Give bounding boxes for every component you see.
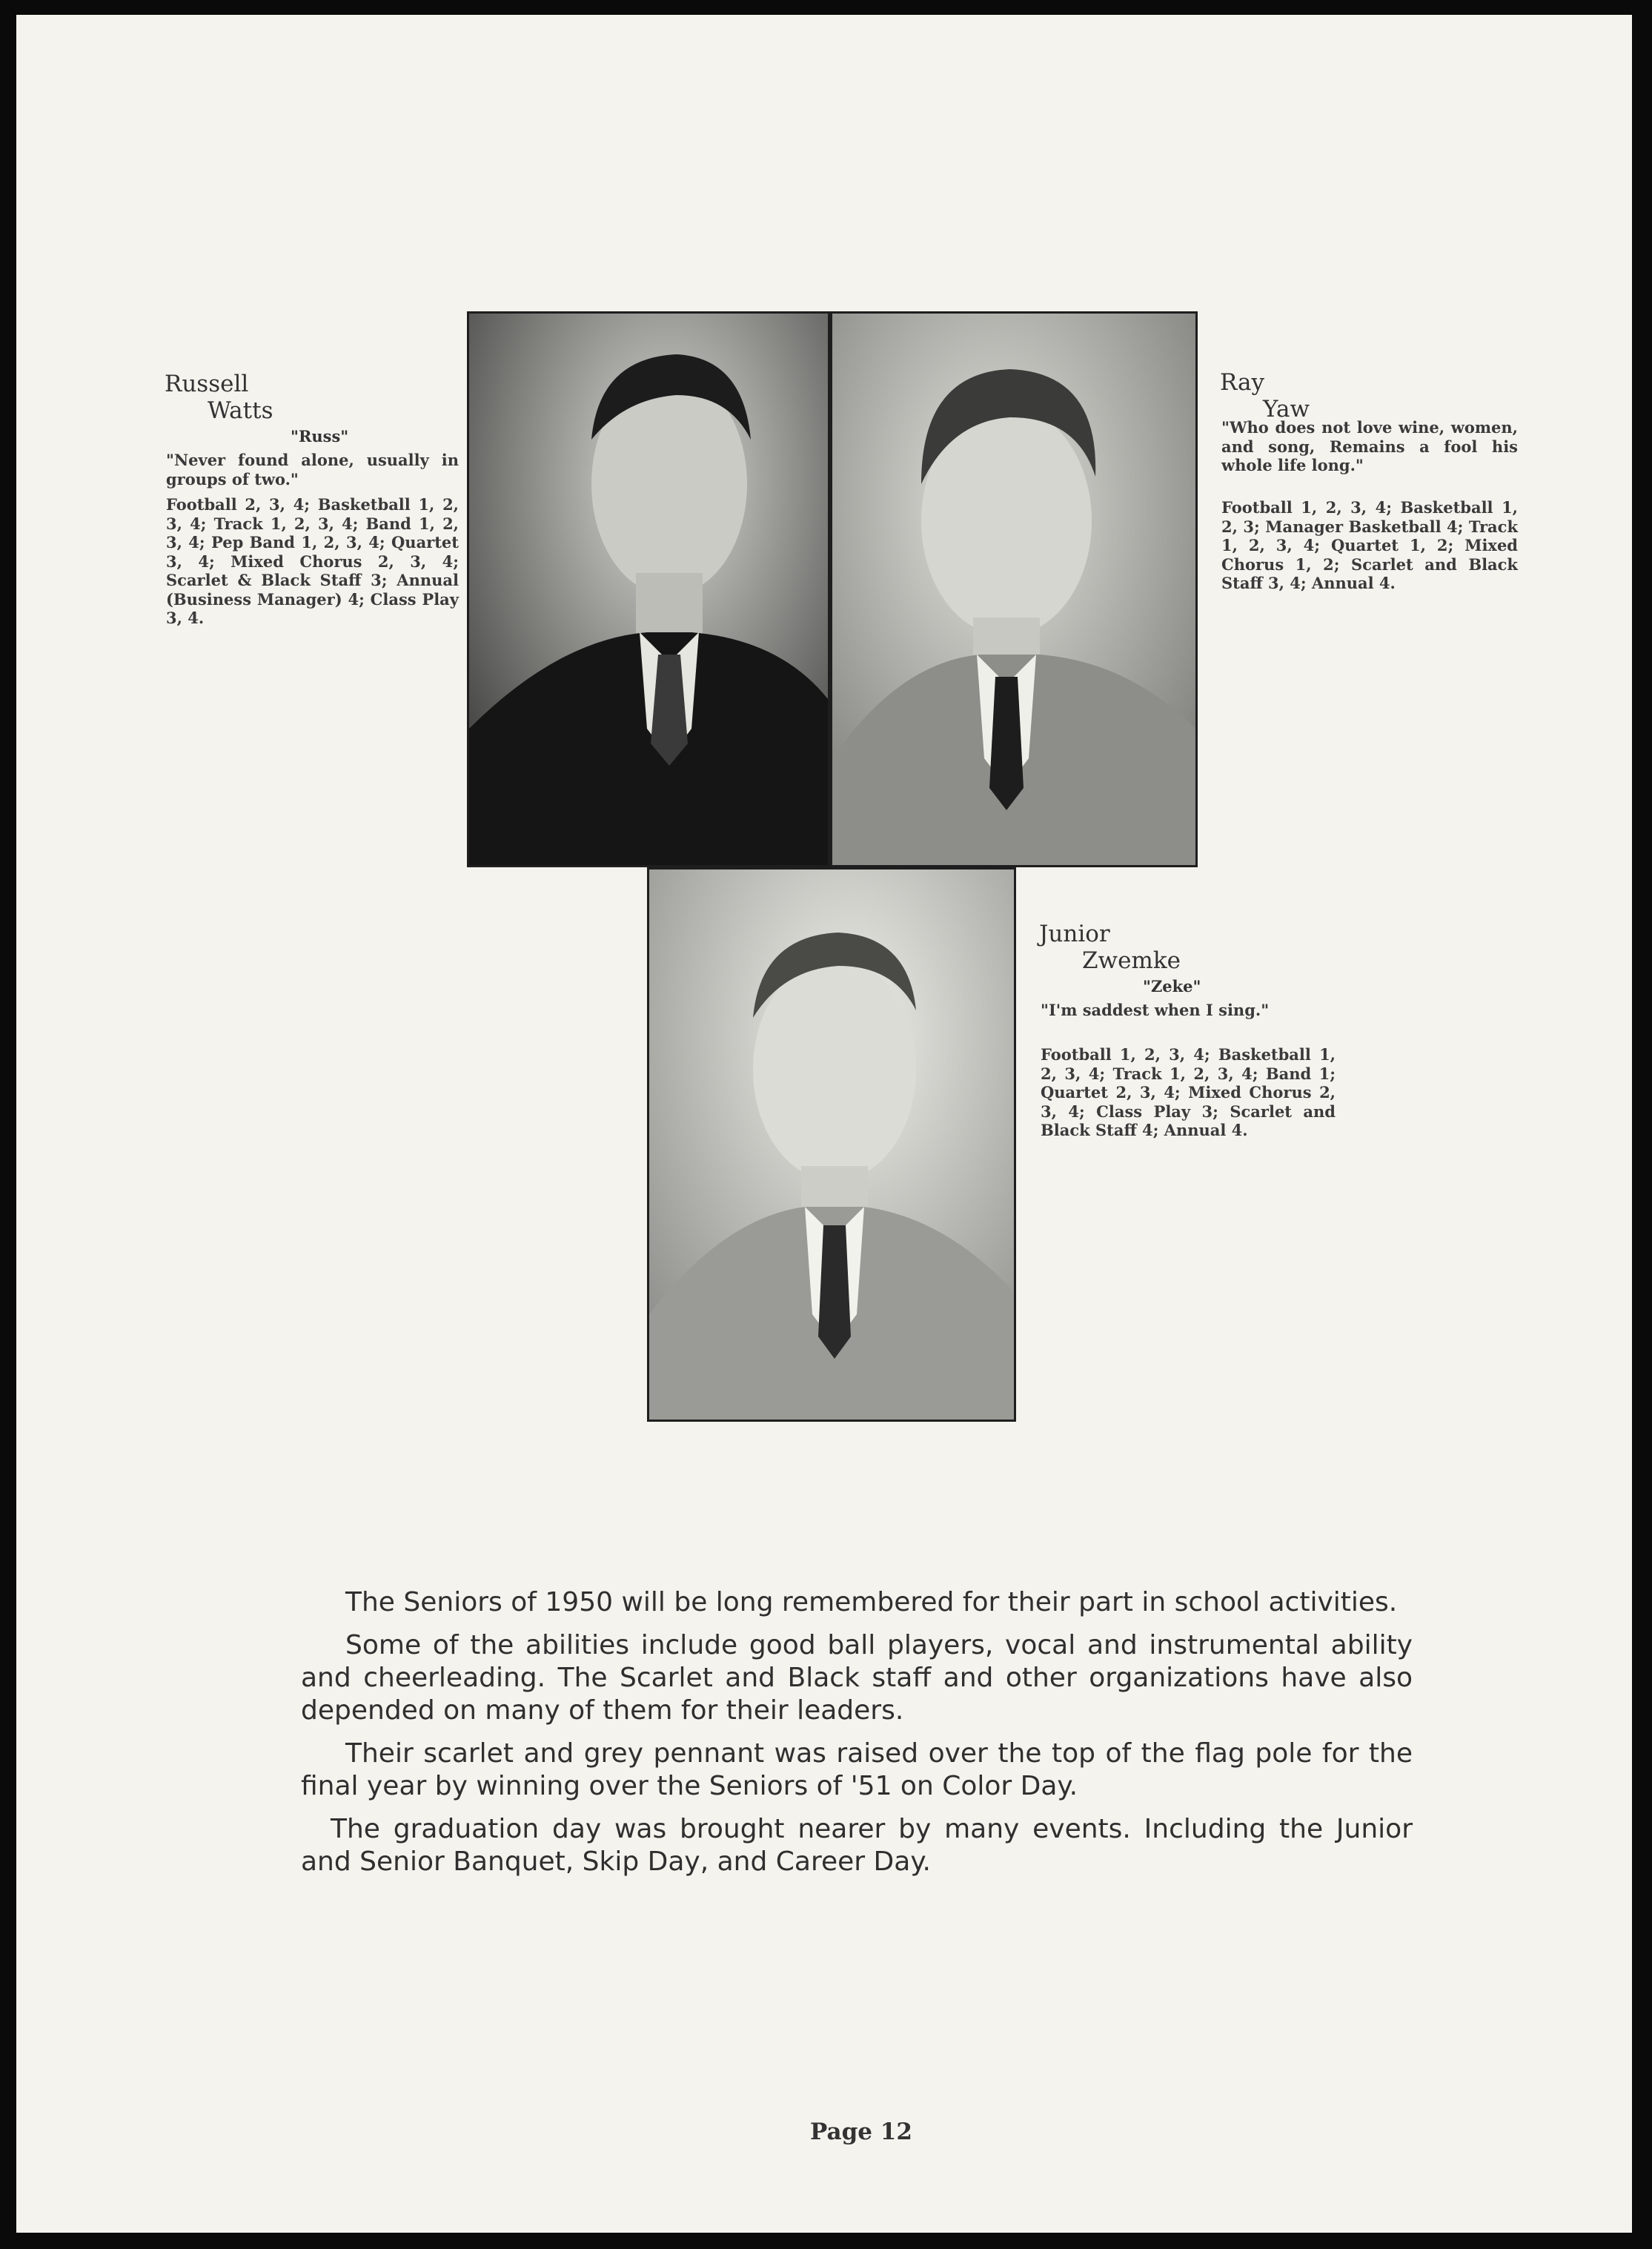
narrative-paragraph: Their scarlet and grey pennant was raised over the top of the flag pole for the final year by winning over the Seniors of '51 on Color Day.	[301, 1738, 1413, 1801]
quote-junior-zwemke: "I'm saddest when I sing."	[1041, 1001, 1270, 1019]
nickname-zeke: "Zeke"	[1143, 977, 1201, 996]
portrait-silhouette	[832, 314, 1195, 865]
last-name: Yaw	[1263, 396, 1310, 423]
narrative-paragraph: The graduation day was brought nearer by many events. Including the Junior and Senior Banquet, Skip Day, and Career Day.	[301, 1814, 1413, 1877]
quote-ray-yaw: "Who does not love wine, women, and song, Remains a fool his whole life long."	[1221, 418, 1518, 474]
activities-ray-yaw: Football 1, 2, 3, 4; Basketball 1, 2, 3; Manager Basketball 4; Track 1, 2, 3, 4; Quartet 1, 2; Mixed Chorus 1, 2; Scarlet and Black Staff 3, 4; Annual 4.	[1221, 498, 1518, 592]
activities-russell-watts: Football 2, 3, 4; Basketball 1, 2, 3, 4; Track 1, 2, 3, 4; Band 1, 2, 3, 4; Pep Band 1, 2, 3, 4; Quartet 3, 4; Mixed Chorus 2, 3, 4; Scarlet & Black Staff 3; Annual (Business Manager) 4; Class Play 3, 4.	[166, 495, 459, 627]
narrative-paragraph: The Seniors of 1950 will be long remembered for their part in school activities.	[345, 1587, 1398, 1617]
activities-junior-zwemke: Football 1, 2, 3, 4; Basketball 1, 2, 3, 4; Track 1, 2, 3, 4; Band 1; Quartet 2, 3, 4; Mixed Chorus 2, 3, 4; Class Play 3; Scarlet and Black Staff 4; Annual 4.	[1041, 1045, 1336, 1139]
portrait-silhouette	[649, 870, 1014, 1420]
portrait-photo-russell-watts	[467, 311, 830, 867]
yearbook-page	[16, 15, 1632, 2233]
first-name: Ray	[1220, 369, 1265, 396]
portrait-photo-junior-zwemke	[647, 867, 1016, 1422]
portrait-photo-ray-yaw	[830, 311, 1198, 867]
first-name: Junior	[1039, 921, 1110, 947]
last-name: Watts	[208, 397, 273, 424]
portrait-silhouette	[469, 314, 828, 865]
last-name: Zwemke	[1082, 947, 1181, 974]
nickname-russ: "Russ"	[291, 427, 349, 446]
class-narrative	[301, 1586, 1413, 1889]
student-name-russell-watts	[165, 371, 273, 424]
page-number: Page 12	[810, 2119, 912, 2145]
student-name-ray-yaw	[1220, 369, 1310, 423]
narrative-paragraph: Some of the abilities include good ball players, vocal and instrumental ability and cheerleading. The Scarlet and Black staff and other organizations have also depended on many of them for their leaders.	[301, 1630, 1413, 1726]
quote-russell-watts: "Never found alone, usually in groups of two."	[166, 451, 459, 488]
student-name-junior-zwemke	[1039, 921, 1181, 974]
first-name: Russell	[165, 371, 249, 397]
